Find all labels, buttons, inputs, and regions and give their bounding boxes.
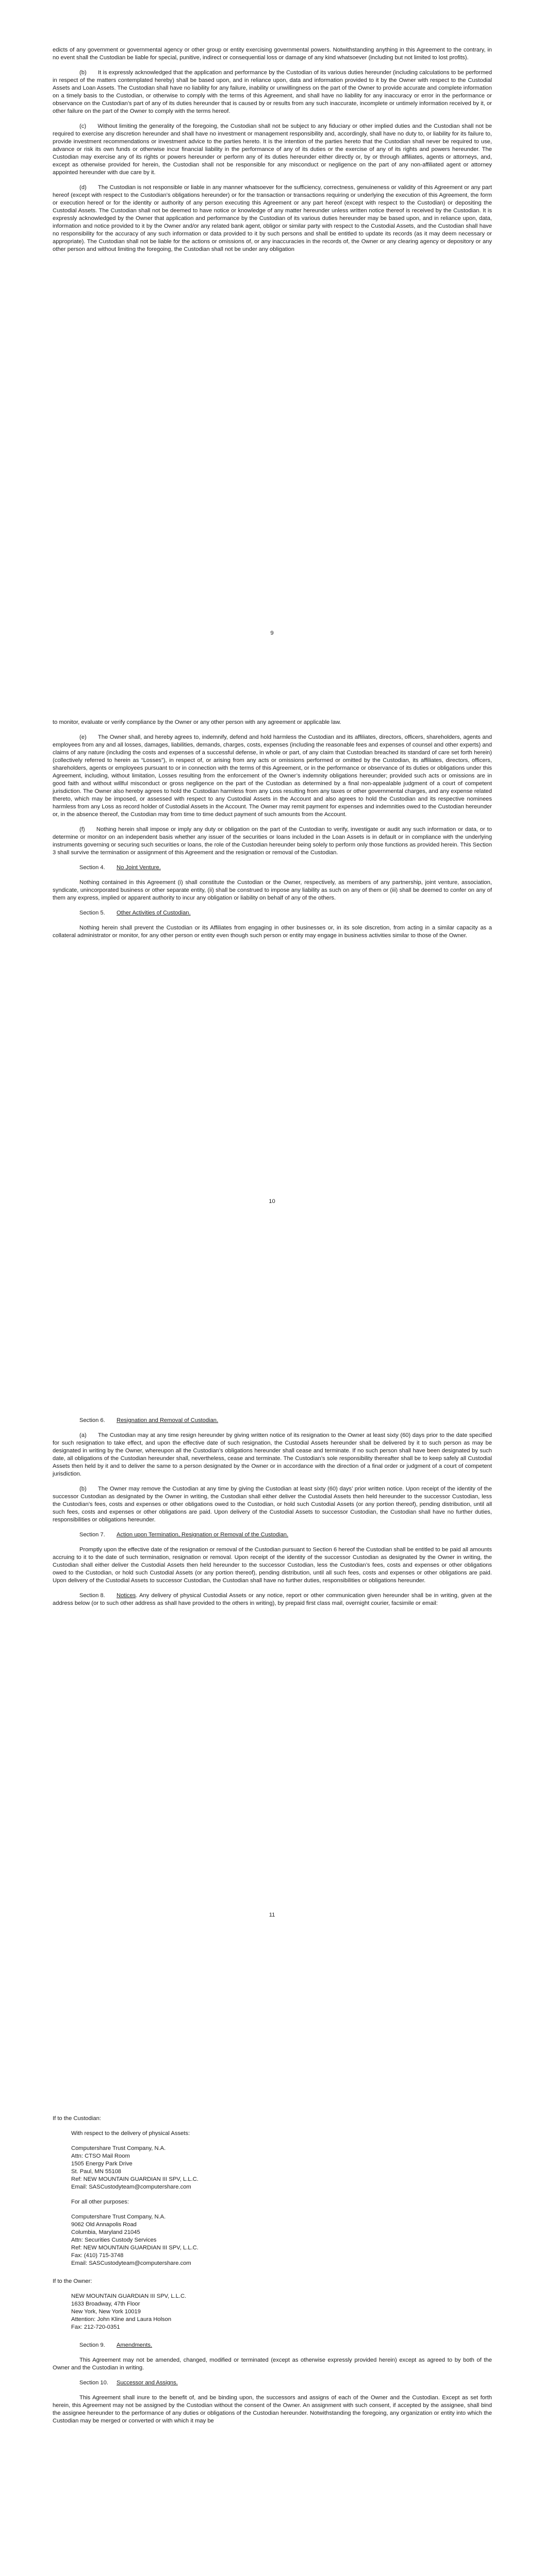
- page-9-body: [53, 46, 492, 261]
- section-7-heading: [53, 1531, 492, 1539]
- section-9-text: This Agreement may not be amended, changed, modified or terminated (except as otherwise expressly provided herein) except as agreed to by both of the Owner and the Custodian in writing.: [53, 2357, 492, 2371]
- page-number: 11: [269, 1912, 275, 1918]
- custodian-notice-address: [53, 2115, 492, 2267]
- attention-line: Attention: John Kline and Laura Holson: [71, 2316, 172, 2323]
- paragraph-f: (f) Nothing herein shall impose or imply any duty or obligation on the part of the Custodian to verify, investigate or audit any such information or data, or to determine or monitor on an independent basis whether any issuer of the securities or loans included in the Loan Assets is in default or in compliance with the underlying instruments governing or securing such securities or loans, the role of the Custodian hereunder being solely to perform only those functions as provided herein. This Section 3 shall survive the termination or assignment of this Agreement and the resignation or removal of the Custodian.: [53, 826, 492, 856]
- section-7-text: Promptly upon the effective date of the resignation or removal of the Custodian pursuant to Section 6 hereof the Custodian shall be entitled to be paid all amounts accruing to it to the date of such termination, resignation or removal. Upon receipt of the identity of the successor Custodian as designated by the Owner in writing, the Custodian shall either deliver the Custodial Assets then held hereunder to the successor Custodian, less the Custodian’s fees, costs and expenses or other obligations owed to the Custodian, or hold such Custodial Assets (or any portion thereof), pending distribution, until all such fees, costs and expenses or other obligations are paid. Upon delivery of the Custodial Assets to successor Custodian, the Custodian shall have no further duties, responsibilities or obligations hereunder.: [53, 1547, 492, 1584]
- section-number: Section 5.: [79, 910, 105, 916]
- paragraph-d: (d) The Custodian is not responsible or liable in any manner whatsoever for the sufficiency, correctness, genuineness or validity of this Agreement or any part hereof (except with respect to the Custodian’s obligations hereunder) or for the transaction or transactions requiring or underlying the execution of this Agreement, the form or execution hereof or for the identity or authority of any person executing this Agreement or any part hereof (except with respect to the Custodian) or depositing the Custodial Assets. The Custodian shall not be deemed to have notice or knowledge of any matter hereunder unless written notice thereof is received by the Custodian. It is expressly acknowledged by the Owner that application and performance by the Custodian of its various duties hereunder may be based upon, and in reliance upon, data, information and notice provided to it by the Owner and/or any related bank agent, obligor or similar party with respect to the Custodial Assets, and the Custodian shall have no responsibility for the accuracy of any such information or data provided to it by such persons and shall be entitled to update its records (as it may deem necessary or appropriate). The Custodian shall not be liable for the actions or omissions of, or any inaccuracies in the records of, the Owner or any clearing agency or depository or any other person and without limiting the foregoing, the Custodian shall not be under any obligation: [53, 184, 492, 252]
- physical-assets-address: [53, 2145, 492, 2191]
- section-4-text: Nothing contained in this Agreement (i) shall constitute the Custodian or the Owner, respectively, as members of any partnership, joint venture, association, syndicate, unincorporated business or other separate entity, (ii) shall be construed to impose any liability as such on any of them or (iii) shall be deemed to confer on any of them any express, implied or apparent authority to incur any obligation or liability on behalf of any of the others.: [53, 879, 492, 901]
- paragraph-b: (b) It is expressly acknowledged that the application and performance by the Custodian of its various duties hereunder (including calculations to be performed in respect of the matters contemplated hereby) shall be based upon, and in reliance upon, data and information provided to it by the Owner with respect to the Custodial Assets and Loan Assets. The Custodian shall have no liability for any failure, inability or unwillingness on the part of the Owner to provide accurate and complete information on a timely basis to the Custodian, or otherwise to comply with the terms of this Agreement, and shall have no liability for any inaccuracy or error in the performance or observance on the Custodian’s part of any of its duties hereunder that is caused by or results from any such inaccurate, incomplete or untimely information received by it, or other failure on the part of the Owner to comply with the terms hereof.: [53, 70, 492, 114]
- section-title: Successor and Assigns.: [117, 2380, 178, 2386]
- section-title: No Joint Venture.: [117, 865, 161, 871]
- paragraph: edicts of any government or governmental agency or other group or entity exercising governmental powers. Notwithstanding anything in this Agreement to the contrary, in no event shall the Custodian be liable for special, punitive, indirect or consequential loss or damage of any kind whatsoever (including but not limited to lost profits).: [53, 47, 492, 61]
- owner-label: If to the Owner:: [53, 2278, 92, 2284]
- section-number: Section 7.: [79, 1532, 105, 1538]
- section-number: Section 10.: [79, 2380, 108, 2386]
- address-line: Columbia, Maryland 21045: [71, 2229, 140, 2235]
- page-number: 10: [269, 1198, 275, 1205]
- section-title: Resignation and Removal of Custodian.: [117, 1417, 219, 1423]
- address-line: Ref: NEW MOUNTAIN GUARDIAN III SPV, L.L.C.: [71, 2176, 199, 2182]
- owner-address: [53, 2293, 492, 2331]
- section-number: Section 8.: [79, 1592, 105, 1599]
- page-number: 9: [270, 630, 274, 636]
- section-title: Amendments.: [117, 2342, 153, 2348]
- other-purposes-intro: For all other purposes:: [71, 2199, 129, 2205]
- section-5-heading: [53, 909, 492, 917]
- section-5-text: Nothing herein shall prevent the Custodian or its Affiliates from engaging in other businesses or, in its sole discretion, from acting in a similar capacity as a collateral administrator or monitor, for any other person or entity even though such person or entity may engage in business activities similar to those of the Owner.: [53, 925, 492, 939]
- paragraph-e: (e) The Owner shall, and hereby agrees to, indemnify, defend and hold harmless the Custodian and its affiliates, directors, officers, shareholders, agents and employees from any and all losses, damages, liabilities, demands, charges, costs, expenses (including the reasonable fees and expenses of counsel and other experts) and claims of any nature (including the costs and expenses of a successful defense, in whole or part, of any claim that Custodian breached its standard of care set forth herein) (collectively referred to herein as “Losses”), in respect of, or arising from any acts or omissions performed or omitted by the Custodian, its affiliates, directors, officers, shareholders, agents or employees pursuant to or in connection with the terms of this Agreement, or in the performance or observance of its duties or obligations under this Agreement, including, without limitation, Losses resulting from the enforcement of the Owner’s indemnity obligations hereunder; provided such acts or omissions are in good faith and without willful misconduct or gross negligence on the part of the Custodian as determined by a final non-appealable judgment of a court of competent jurisdiction. The Owner also hereby agrees to hold the Custodian harmless from any Loss resulting from any taxes or other governmental charges, and any expense related thereto, which may be imposed, or assessed with respect to any Custodial Assets in the Account and also agrees to hold the Custodian and its respective nominees harmless from any Loss as record holder of Custodial Assets in the Account. The Owner may remit payment for expenses and indemnities owed to the Custodian hereunder or, in the absence thereof, the Custodian may from time to time deduct payment of such amounts from the Account.: [53, 734, 492, 818]
- section-title: Other Activities of Custodian.: [117, 910, 191, 916]
- section-4-heading: [53, 864, 492, 872]
- section-10-text: This Agreement shall inure to the benefit of, and be binding upon, the successors and assigns of each of the Owner and the Custodian. Except as set forth herein, this Agreement may not be assigned by the Custodian without the consent of the Owner. An assignment with such consent, if accepted by the assignee, shall bind the assignee hereunder to the performance of any duties or obligations of the Custodian hereunder. Notwithstanding the foregoing, any organization or entity into which the Custodian may be merged or converted or with which it may be: [53, 2395, 492, 2424]
- section-10-heading: [53, 2379, 492, 2387]
- section-title: Notices: [117, 1592, 136, 1599]
- section-number: Section 9.: [79, 2342, 105, 2348]
- address-line: 1633 Broadway, 47th Floor: [71, 2301, 140, 2307]
- address-line: Computershare Trust Company, N.A.: [71, 2145, 166, 2151]
- other-purposes-address: [53, 2213, 492, 2267]
- address-line: New York, New York 10019: [71, 2309, 141, 2315]
- section-6-heading: [53, 1417, 492, 1425]
- paragraph: to monitor, evaluate or verify compliance by the Owner or any other person with any agreement or applicable law.: [53, 719, 341, 725]
- address-line: Attn: Securities Custody Services: [71, 2237, 157, 2243]
- document-page-10: [0, 703, 544, 1406]
- address-line: Computershare Trust Company, N.A.: [71, 2214, 166, 2220]
- email-line: Email: SASCustodyteam@computershare.com: [71, 2260, 191, 2266]
- address-line: Ref: NEW MOUNTAIN GUARDIAN III SPV, L.L.C.: [71, 2245, 199, 2251]
- page-12-body: [53, 2115, 492, 2427]
- section-6-paragraph-b: (b) The Owner may remove the Custodian at any time by giving the Custodian at least sixty (60) days’ prior written notice. Upon receipt of the identity of the successor Custodian as designated by the Owner in writing, the Custodian shall either deliver the Custodial Assets then held hereunder to the successor Custodian, less the Custodian’s fees, costs and expenses or other obligations owed to the Custodian, or hold such Custodial Assets (or any portion thereof), pending distribution, until all such fees, costs and expenses or other obligations are paid. Upon delivery of the Custodial Assets to successor Custodian, the Custodian shall have no further duties, responsibilities or obligations hereunder.: [53, 1486, 492, 1523]
- address-line: St. Paul, MN 55108: [71, 2168, 122, 2175]
- section-8-text: [53, 1592, 492, 1607]
- address-line: 1505 Energy Park Drive: [71, 2161, 133, 2167]
- document-page-12: [0, 2110, 544, 2576]
- document-page-11: [0, 1406, 544, 2110]
- fax-line: Fax: (410) 715-3748: [71, 2252, 124, 2259]
- address-line: NEW MOUNTAIN GUARDIAN III SPV, L.L.C.: [71, 2293, 187, 2299]
- section-6-paragraph-a: (a) The Custodian may at any time resign hereunder by giving written notice of its resignation to the Owner at least sixty (60) days prior to the date specified for such resignation to take effect, and upon the effective date of such resignation, the Custodial Assets hereunder shall be delivered by it to such person as may be designated in writing by the Owner, whereupon all the Custodian’s obligations hereunder shall cease and terminate. If no such person shall have been designated by such date, all obligations of the Custodian hereunder shall, nevertheless, cease and terminate. The Custodian’s sole responsibility thereafter shall be to keep safely all Custodial Assets then held by it and to deliver the same to a person designated by the Owner or in accordance with the direction of a final order or judgment of a court of competent jurisdiction.: [53, 1432, 492, 1477]
- address-line: Attn: CTSO Mail Room: [71, 2153, 130, 2159]
- page-10-body: [53, 719, 492, 947]
- physical-assets-intro: With respect to the delivery of physical Assets:: [71, 2130, 190, 2137]
- section-title: Action upon Termination, Resignation or Removal of the Custodian.: [117, 1532, 289, 1538]
- page-11-body: [53, 1417, 492, 1615]
- section-number: Section 4.: [79, 865, 105, 871]
- owner-notice-address: [53, 2278, 492, 2331]
- email-line: Email: SASCustodyteam@computershare.com: [71, 2184, 191, 2190]
- section-9-heading: [53, 2342, 492, 2349]
- section-number: Section 6.: [79, 1417, 105, 1423]
- address-line: 9062 Old Annapolis Road: [71, 2222, 137, 2228]
- fax-line: Fax: 212-720-0351: [71, 2324, 120, 2330]
- section-8-body: . Any delivery of physical Custodial Assets or any notice, report or other communication given hereunder shall be in writing, given at the address below (or to such other address as shall have provided to the others in writing), by prepaid first class mail, overnight courier, facsimile or email:: [53, 1592, 492, 1606]
- document-page-9: [0, 0, 544, 703]
- paragraph-c: (c) Without limiting the generality of the foregoing, the Custodian shall not be subject to any fiduciary or other implied duties and the Custodian shall not be required to exercise any discretion hereunder and shall have no investment or management responsibility and, accordingly, shall have no duty to, or liability for its failure to, provide investment recommendations or investment advice to the parties hereto. It is the intention of the parties hereto that the Custodian shall never be required to use, advance or risk its own funds or otherwise incur financial liability in the performance of any of its duties or the exercise of any of its rights and powers hereunder. The Custodian may exercise any of its rights or powers hereunder or perform any of its duties hereunder either directly or, by or through affiliates, agents or attorneys, and, except as otherwise provided for herein, the Custodian shall not be responsible for any misconduct or negligence on the part of any non-affiliated agent or attorney appointed hereunder with due care by it.: [53, 123, 492, 176]
- custodian-label: If to the Custodian:: [53, 2115, 101, 2122]
